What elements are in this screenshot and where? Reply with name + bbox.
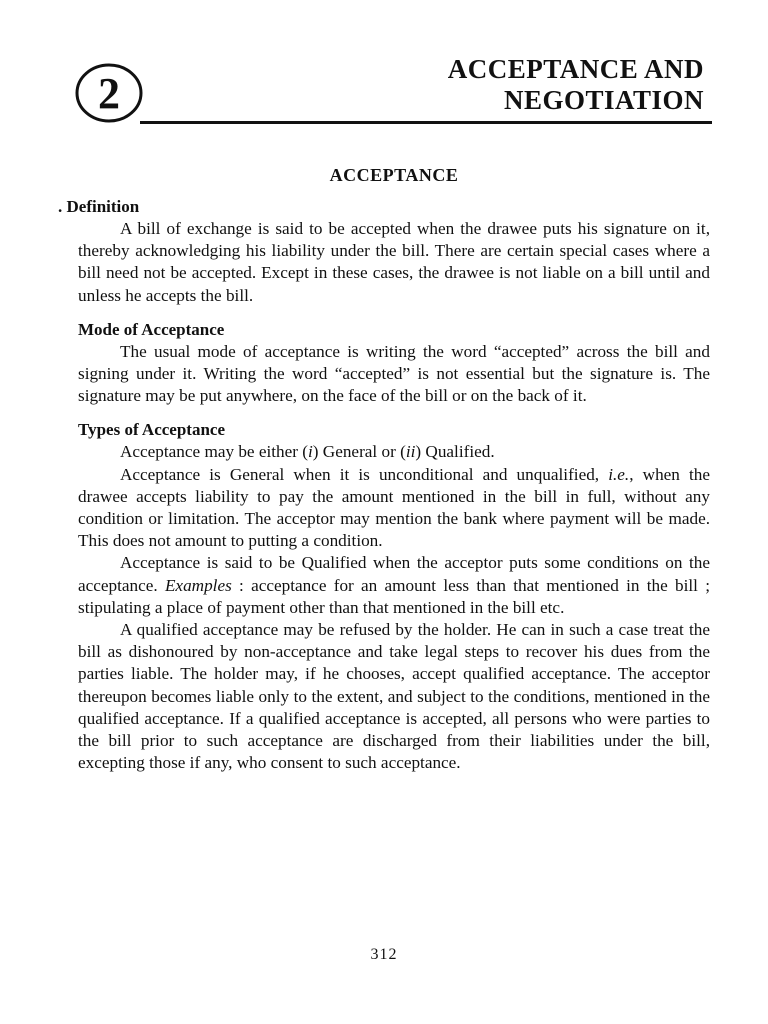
types-heading: Types of Acceptance [78, 420, 225, 440]
section-title: ACCEPTANCE [329, 165, 459, 185]
types-paragraph-1 [78, 441, 710, 463]
page-content [58, 164, 710, 774]
text-run-italic: Examples [164, 575, 232, 595]
chapter-number-badge [74, 62, 144, 124]
chapter-title [448, 54, 704, 116]
text-run-italic: ii [405, 442, 416, 462]
types-paragraph-2 [78, 464, 710, 553]
chapter-title-line1: ACCEPTANCE AND [447, 54, 704, 84]
mode-heading: Mode of Acceptance [78, 319, 225, 339]
text-run: Acceptance is General when it is unconditional and unqualified, [120, 464, 609, 484]
text-run-italic: i [308, 442, 313, 462]
text-run: Acceptance may be either ( [120, 442, 308, 462]
mode-paragraph: The usual mode of acceptance is writing the word “accepted” across the bill and signing under it. Writing the word “accepted” is not essential but the signature is. The signature may be put anywhere, on the face of the bill or on the back of it. [78, 341, 710, 406]
definition-paragraph: A bill of exchange is said to be accepted when the drawee puts his signature on it, thereby acknowledging his liability under the bill. There are certain special cases where a bill need not be accepted. Except in these cases, the drawee is not liable on a bill until and unless he accepts the bill. [78, 219, 710, 305]
text-run: , when the drawee accepts liability to pay the amount mentioned in the bill in full, without any condition or limitation. The acceptor may mention the bank where payment will be made. This does not amount to putting a condition. [78, 464, 710, 551]
definition-heading: . Definition [58, 197, 140, 216]
types-paragraph-3 [78, 552, 710, 619]
spacer [78, 307, 710, 319]
text-run-italic: i.e. [608, 464, 630, 484]
chapter-number: 2 [98, 69, 120, 118]
text-run: ) Qualified. [415, 442, 495, 462]
text-run: ) General or ( [312, 442, 406, 462]
chapter-title-line2: NEGOTIATION [503, 85, 704, 115]
text-run: : acceptance for an amount less than that mentioned in the bill ; stipulating a place of payment other than that mentioned in the bill etc. [78, 575, 710, 617]
spacer [78, 407, 710, 419]
header-rule [140, 121, 712, 124]
page-number: 312 [370, 946, 398, 963]
text-run: Acceptance is said to be Qualified when the acceptor puts some conditions on the acceptance. [78, 553, 710, 595]
types-paragraph-4: A qualified acceptance may be refused by the holder. He can in such a case treat the bill as dishonoured by non-acceptance and take legal steps to recover his dues from the parties liable. The holder may, if he chooses, accept qualified acceptance. The acceptor thereupon becomes liable only to the extent, and subject to the conditions, mentioned in the qualified acceptance. If a qualified acceptance is accepted, all persons who were parties to the bill prior to such acceptance are discharged from their liabilities under the bill, excepting those if any, who consent to such acceptance. [78, 620, 710, 773]
chapter-header [60, 52, 712, 132]
